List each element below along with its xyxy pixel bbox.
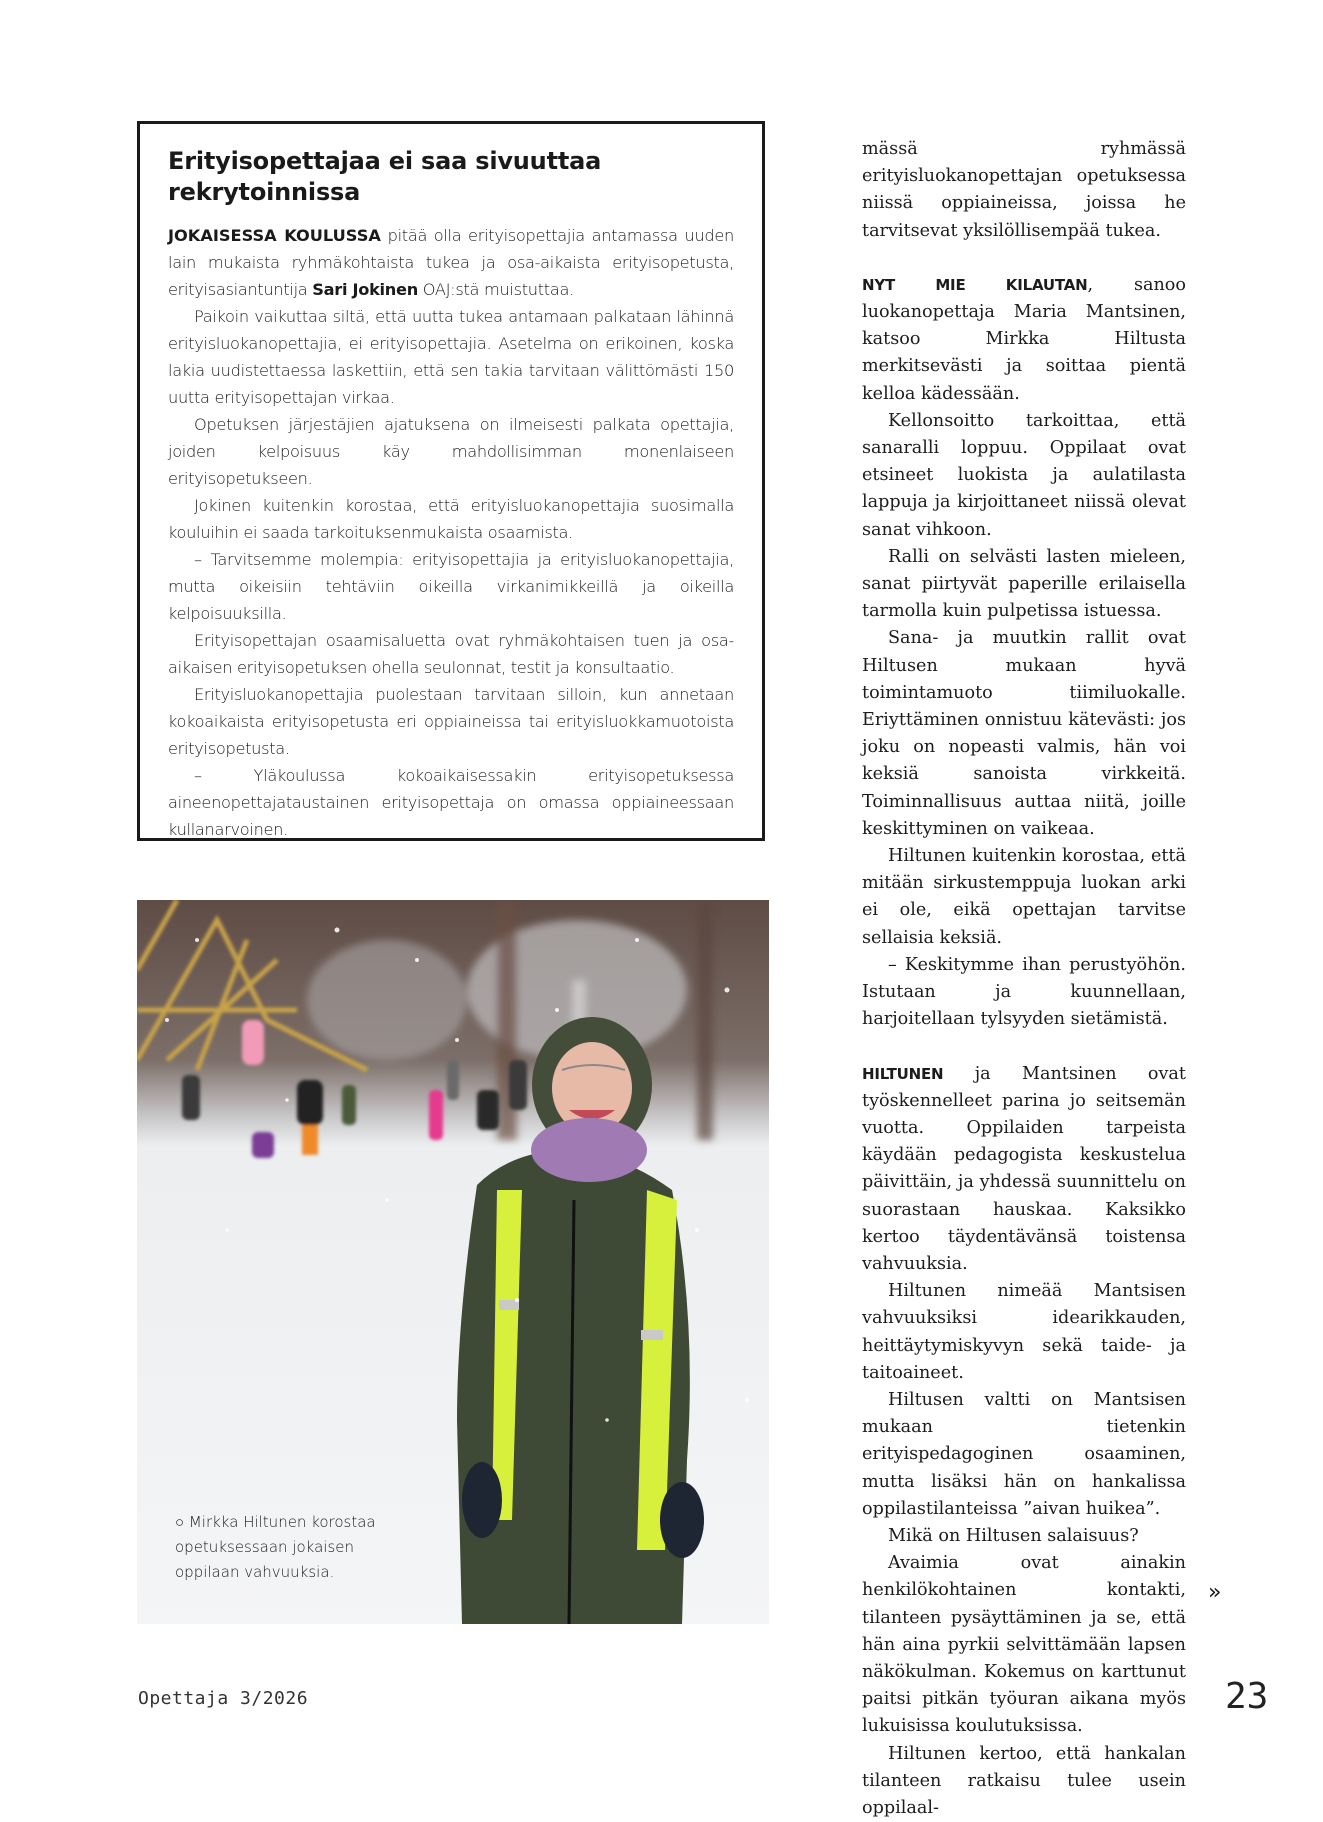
page-number: 23 (1225, 1676, 1269, 1717)
sidebar-body (168, 222, 734, 843)
photo-caption (175, 1510, 415, 1585)
lead-caps: HILTUNEN (862, 1064, 944, 1083)
caption-text: Mirkka Hiltunen korostaa opetuksessaan jokaisen oppilaan vahvuuksia. (175, 1513, 376, 1581)
sidebar-title: Erityisopettajaa ei saa sivuuttaa rekrytoinnissa (168, 147, 602, 206)
paragraph-text: OAJ:stä muistuttaa. (417, 280, 574, 299)
body-paragraph: Hiltunen nimeää Mantsisen vahvuuksiksi idearikkauden, heittäytymiskyvyn sekä taide- ja taitoaineet. (862, 1281, 1186, 1383)
body-paragraph (862, 1061, 1186, 1279)
body-paragraph: Sana- ja muutkin rallit ovat Hiltusen mukaan hyvä toimintamuoto tiimiluokalle. Eriyttäminen onnistuu kätevästi: jos joku on nopeasti valmis, hän voi keksiä sanoista virkkeitä. Toiminnallisuus auttaa niitä, joille keskittyminen on vaikeaa. (862, 628, 1186, 839)
body-paragraph: Hiltunen kertoo, että hankalan tilanteen ratkaisu tulee usein oppilaal- (862, 1743, 1186, 1818)
sidebar-paragraph: Jokinen kuitenkin korostaa, että erityisluokanopettajia suosimalla kouluihin ei saada tarkoituksenmukaista osaamista. (168, 496, 734, 542)
footer-issue: Opettaja 3/2026 (138, 1688, 309, 1709)
lead-caps: JOKAISESSA KOULUSSA (168, 226, 381, 245)
sidebar-paragraph (168, 222, 734, 303)
body-paragraph: mässä ryhmässä erityisluokanopettajan opetuksessa niissä oppiaineissa, joissa he tarvitsevat yksilöllisempää tukea. (862, 139, 1186, 241)
body-paragraph: Kellonsoitto tarkoittaa, että sanaralli loppuu. Oppilaat ovat etsineet luokista ja aulatilasta lappuja ja kirjoittaneet niissä olevat sanat vihkoon. (862, 410, 1186, 540)
sidebar-paragraph: Erityisopettajan osaamisaluetta ovat ryhmäkohtaisen tuen ja osa-aikaisen erityisopetuksen ohella seulonnat, testit ja konsultaatio. (168, 631, 734, 677)
sidebar-paragraph: Erityisluokanopettajia puolestaan tarvitaan silloin, kun annetaan kokoaikaista erityisopetusta eri oppiaineissa tai erityisluokkamuotoista erityisopetusta. (168, 685, 734, 758)
paragraph-text: ja Mantsinen ovat työskennelleet parina jo seitsemän vuotta. Oppilaiden tarpeista käydään pedagogista keskustelua päivittäin, ja yhdessä suunnittelu on suorastaan hauskaa. Kaksikko kertoo täydentävänsä toistensa vahvuuksia. (862, 1063, 1186, 1274)
body-paragraph: Ralli on selvästi lasten mieleen, sanat piirtyvät paperille erilaisella tarmolla kuin pulpetissa istuessa. (862, 546, 1186, 622)
body-paragraph: Hiltunen kuitenkin korostaa, että mitään sirkustemppuja luokan arki ei ole, eikä opettajan tarvitse sellaisia keksiä. (862, 846, 1186, 948)
continue-arrow-icon: » (1208, 1580, 1222, 1605)
body-paragraph: Hiltusen valtti on Mantsisen mukaan tietenkin erityispedagoginen osaaminen, mutta lisäksi hän on hankalissa oppilastilanteissa ”aivan huikea”. (862, 1389, 1186, 1519)
sidebar-paragraph: Opetuksen järjestäjien ajatuksena on ilmeisesti palkata opettajia, joiden kelpoisuus käy mahdollisimman monenlaiseen erityisopetukseen. (168, 415, 734, 488)
sidebar-paragraph: Paikoin vaikuttaa siltä, että uutta tukea antamaan palkataan lähinnä erityisluokanopettajia, ei erityisopettajia. Asetelma on erikoinen, koska lakia uudistettaessa laskettiin, että sen takia tarvitaan välittömästi 150 uutta erityisopettajan virkaa. (168, 307, 734, 407)
body-paragraph (862, 272, 1186, 408)
sidebar-paragraph: – Yläkoulussa kokoaikaisessakin erityisopetuksessa aineenopettajataustainen erityisopettaja on omassa oppiaineessaan kullanarvoinen. (168, 766, 734, 839)
paragraph-text: , sanoo luokanopettaja Maria Mantsinen, katsoo Mirkka Hiltusta merkitsevästi ja soittaa pientä kelloa kädessään. (862, 274, 1186, 404)
sidebar-paragraph: – Tarvitsemme molempia: erityisopettajia ja erityisluokanopettajia, mutta oikeisiin tehtäviin oikeilla virkanimikkeillä ja oikeilla kelpoisuuksilla. (168, 550, 734, 623)
sidebar-box (137, 121, 765, 841)
article-photo (137, 900, 769, 1624)
caption-bullet-icon: ○ (175, 1513, 185, 1531)
body-paragraph: – Keskitymme ihan perustyöhön. Istutaan ja kuunnellaan, harjoitellaan tylsyyden sietämistä. (862, 954, 1186, 1030)
body-paragraph: Mikä on Hiltusen salaisuus? (888, 1525, 1139, 1546)
main-column (862, 136, 1186, 1822)
lead-caps: NYT MIE KILAUTAN (862, 275, 1088, 294)
body-paragraph: Avaimia ovat ainakin henkilökohtainen kontakti, tilanteen pysäyttäminen ja se, että hän aina pyrkii selvittämään lapsen näkökulman. Kokemus on karttunut paitsi pitkän työuran aikana myös lukuisissa koulutuksissa. (862, 1553, 1186, 1737)
expert-name: Sari Jokinen (312, 280, 418, 299)
paragraph-text: pitää olla erityisopettajia antamassa uuden lain mukaista ryhmäkohtaista tukea ja osa-aikaista erityisopetusta, erityisasiantuntija (168, 226, 735, 299)
